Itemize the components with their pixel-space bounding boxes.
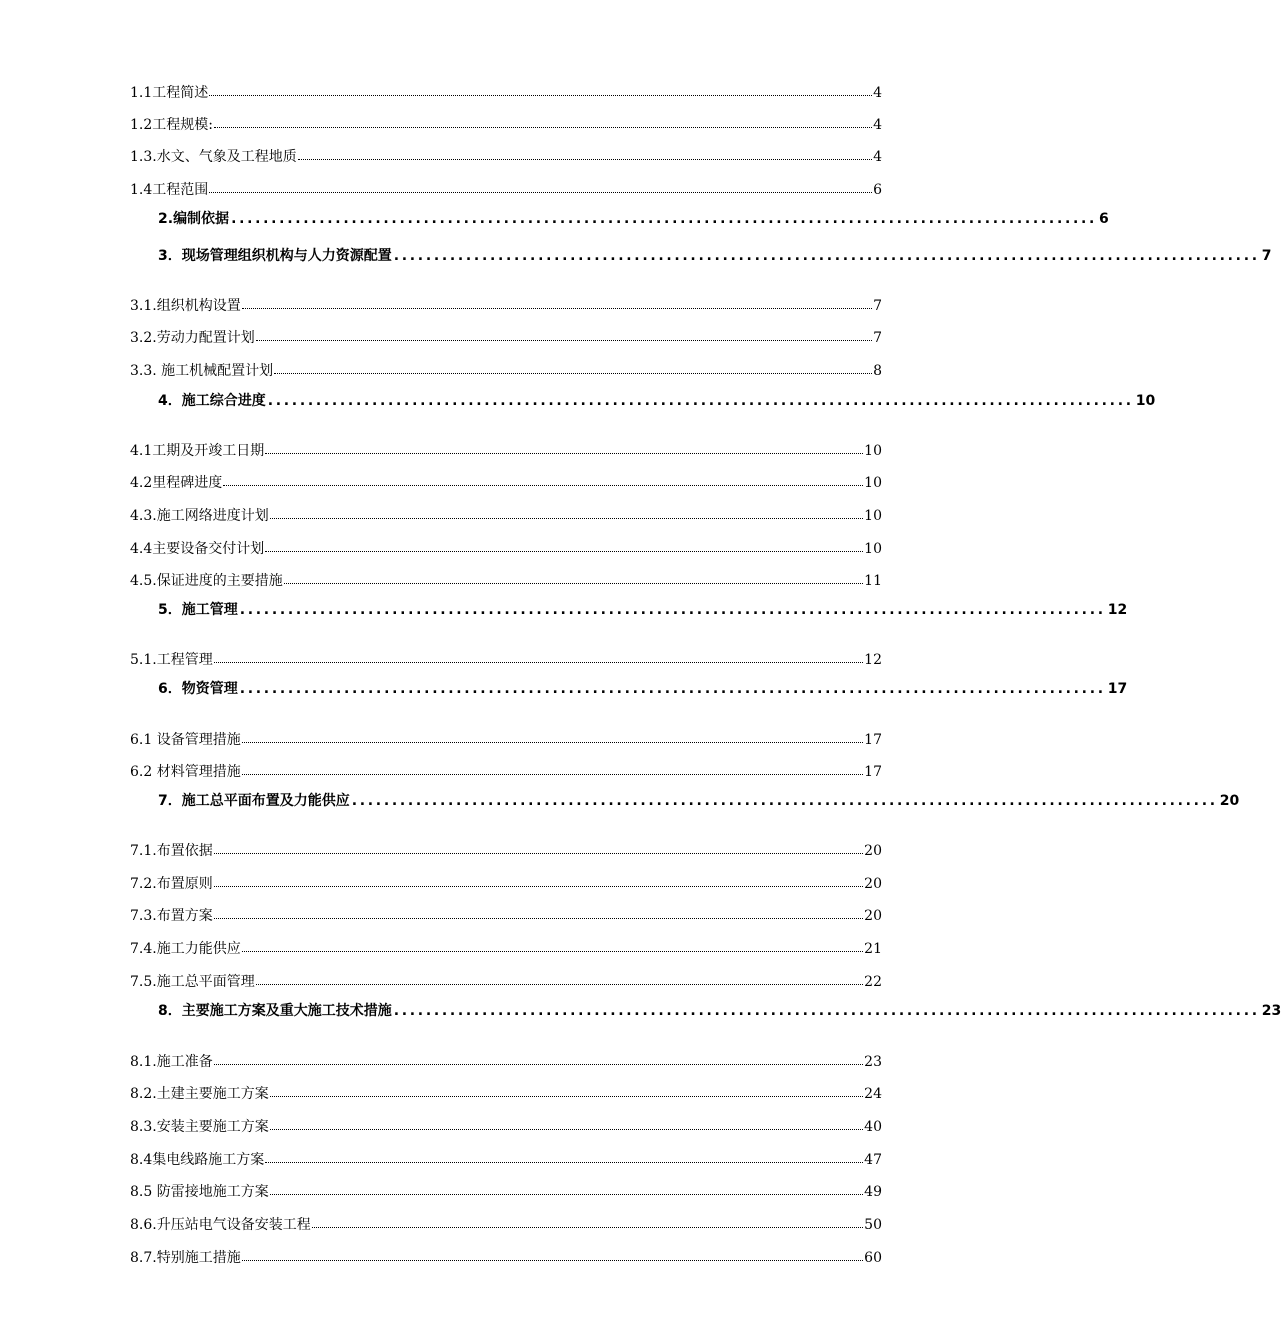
toc-chapter-number: 5． (158, 602, 182, 618)
toc-entry-page: 49 (864, 1184, 882, 1200)
toc-entry-4-2[interactable] (130, 476, 882, 490)
toc-chapter-number: 7． (158, 793, 182, 809)
dot-leader (265, 1161, 863, 1163)
toc-chapter-title: 物资管理 (181, 681, 238, 697)
toc-chapter-page: 23 (1261, 1003, 1281, 1019)
toc-entry-page: 8 (873, 363, 882, 379)
toc-entry-title: 工程简述 (152, 85, 209, 101)
toc-entry-3-1[interactable] (130, 299, 882, 313)
toc-entry-number: 3.2. (130, 330, 157, 346)
toc-entry-8-3[interactable] (130, 1120, 882, 1134)
toc-chapter-7[interactable] (158, 793, 1240, 809)
toc-entry-page: 4 (873, 149, 882, 165)
toc-entry-number: 7.3. (130, 908, 157, 924)
toc-chapter-title: 施工总平面布置及力能供应 (181, 793, 350, 809)
toc-chapter-page: 6 (1099, 211, 1109, 227)
toc-entry-6-2[interactable] (130, 765, 882, 779)
toc-entry-title: 施工网络进度计划 (156, 508, 269, 524)
toc-entry-page: 21 (864, 941, 882, 957)
dot-leader (265, 452, 863, 454)
dot-leader (214, 126, 872, 128)
toc-entry-number: 8.4 (130, 1152, 153, 1168)
toc-entry-4-3[interactable] (130, 509, 882, 523)
toc-entry-number: 6.2 (130, 764, 153, 780)
toc-entry-4-4[interactable] (130, 542, 882, 556)
toc-entry-8-1[interactable] (130, 1055, 882, 1069)
toc-entry-page: 47 (864, 1152, 882, 1168)
toc-entry-1-3[interactable] (130, 150, 882, 164)
dot-leader (214, 885, 863, 887)
toc-entry-number: 4.2 (130, 475, 153, 491)
toc-entry-title: 里程碑进度 (152, 475, 223, 491)
toc-entry-title: 工程范围 (152, 182, 209, 198)
toc-entry-number: 1.1 (130, 85, 153, 101)
toc-entry-page: 7 (873, 330, 882, 346)
toc-entry-page: 6 (873, 182, 882, 198)
toc-entry-page: 60 (864, 1250, 882, 1266)
toc-entry-page: 11 (864, 573, 882, 589)
dot-leader (223, 484, 863, 486)
toc-entry-8-5[interactable] (130, 1185, 882, 1199)
toc-entry-page: 20 (864, 908, 882, 924)
dot-leader (270, 1128, 863, 1130)
toc-entry-number: 8.3. (130, 1119, 157, 1135)
dot-leader: ............................................................................................................ (267, 393, 1134, 409)
toc-chapter-3[interactable] (158, 248, 1272, 264)
toc-entry-page: 10 (864, 508, 882, 524)
toc-entry-page: 20 (864, 876, 882, 892)
toc-chapter-page: 20 (1219, 793, 1240, 809)
toc-entry-page: 10 (864, 443, 882, 459)
toc-entry-title: 布置原则 (156, 876, 213, 892)
toc-entry-4-1[interactable] (130, 444, 882, 458)
toc-entry-8-6[interactable] (130, 1218, 882, 1232)
toc-entry-1-4[interactable] (130, 183, 882, 197)
toc-entry-page: 24 (864, 1086, 882, 1102)
toc-chapter-title: 现场管理组织机构与人力资源配置 (181, 248, 392, 264)
toc-entry-6-1[interactable] (130, 733, 882, 747)
dot-leader (209, 94, 872, 96)
dot-leader (256, 339, 872, 341)
toc-entry-page: 50 (864, 1217, 882, 1233)
toc-entry-number: 8.5 (130, 1184, 153, 1200)
toc-chapter-page: 7 (1261, 248, 1272, 264)
dot-leader (298, 158, 872, 160)
toc-entry-title: 保证进度的主要措施 (156, 573, 283, 589)
toc-chapter-title: 施工管理 (181, 602, 238, 618)
toc-entry-title: 施工机械配置计划 (156, 363, 274, 379)
toc-entry-7-1[interactable] (130, 844, 882, 858)
toc-entry-title: 土建主要施工方案 (156, 1086, 269, 1102)
toc-entry-1-1[interactable] (130, 86, 882, 100)
toc-entry-page: 10 (864, 541, 882, 557)
dot-leader (274, 372, 872, 374)
toc-entry-title: 工期及开竣工日期 (152, 443, 265, 459)
toc-entry-page: 17 (864, 732, 882, 748)
toc-entry-8-7[interactable] (130, 1251, 882, 1265)
toc-entry-7-3[interactable] (130, 909, 882, 923)
toc-entry-title: 升压站电气设备安装工程 (156, 1217, 311, 1233)
toc-entry-title: 工程管理 (156, 652, 213, 668)
dot-leader (312, 1226, 863, 1228)
toc-entry-4-5[interactable] (130, 574, 882, 588)
dot-leader (214, 917, 863, 919)
toc-chapter-2[interactable] (158, 211, 1109, 227)
toc-entry-1-2[interactable] (130, 118, 882, 132)
toc-chapter-number: 2. (158, 211, 174, 227)
toc-entry-title: 布置方案 (156, 908, 213, 924)
toc-entry-number: 1.4 (130, 182, 153, 198)
dot-leader (270, 1193, 863, 1195)
toc-entry-number: 8.1. (130, 1054, 157, 1070)
dot-leader: ............................................................................................................ (351, 793, 1218, 809)
dot-leader (256, 983, 863, 985)
toc-entry-page: 10 (864, 475, 882, 491)
toc-entry-page: 7 (873, 298, 882, 314)
toc-entry-number: 4.4 (130, 541, 153, 557)
toc-entry-title: 劳动力配置计划 (156, 330, 255, 346)
toc-entry-5-1[interactable] (130, 653, 882, 667)
toc-entry-8-2[interactable] (130, 1087, 882, 1101)
dot-leader (214, 1063, 863, 1065)
toc-chapter-page: 17 (1107, 681, 1128, 697)
toc-chapter-number: 4． (158, 393, 182, 409)
toc-chapter-6[interactable] (158, 681, 1128, 697)
dot-leader (214, 661, 863, 663)
toc-chapter-number: 6． (158, 681, 182, 697)
dot-leader (270, 1095, 863, 1097)
toc-entry-title: 安装主要施工方案 (156, 1119, 269, 1135)
toc-entry-title: 水文、气象及工程地质 (156, 149, 297, 165)
toc-chapter-number: 8． (158, 1003, 182, 1019)
toc-entry-title: 集电线路施工方案 (152, 1152, 265, 1168)
toc-chapter-4[interactable] (158, 393, 1156, 409)
toc-chapter-title: 主要施工方案及重大施工技术措施 (181, 1003, 392, 1019)
toc-entry-7-2[interactable] (130, 877, 882, 891)
toc-entry-number: 7.5. (130, 974, 157, 990)
toc-entry-page: 23 (864, 1054, 882, 1070)
toc-chapter-title: 施工综合进度 (181, 393, 266, 409)
toc-entry-page: 17 (864, 764, 882, 780)
toc-entry-page: 40 (864, 1119, 882, 1135)
toc-entry-number: 6.1 (130, 732, 153, 748)
toc-entry-3-2[interactable] (130, 331, 882, 345)
toc-entry-number: 1.3. (130, 149, 157, 165)
dot-leader: ............................................................................................................ (231, 211, 1098, 227)
dot-leader (284, 582, 863, 584)
toc-entry-page: 12 (864, 652, 882, 668)
toc-entry-number: 4.3. (130, 508, 157, 524)
toc-entry-3-3[interactable] (130, 364, 882, 378)
toc-entry-title: 组织机构设置 (156, 298, 241, 314)
dot-leader (242, 741, 863, 743)
toc-entry-title: 布置依据 (156, 843, 213, 859)
dot-leader (265, 550, 863, 552)
toc-entry-number: 8.6. (130, 1217, 157, 1233)
toc-chapter-5[interactable] (158, 602, 1128, 618)
toc-entry-title: 防雷接地施工方案 (152, 1184, 269, 1200)
toc-entry-number: 7.1. (130, 843, 157, 859)
dot-leader (242, 950, 863, 952)
toc-entry-title: 工程规模: (152, 117, 213, 133)
toc-entry-title: 施工力能供应 (156, 941, 241, 957)
toc-entry-title: 特别施工措施 (156, 1250, 241, 1266)
dot-leader: ............................................................................................................ (393, 248, 1260, 264)
toc-entry-page: 22 (864, 974, 882, 990)
toc-entry-8-4[interactable] (130, 1153, 882, 1167)
toc-entry-title: 设备管理措施 (152, 732, 241, 748)
dot-leader: ............................................................................................................ (393, 1003, 1260, 1019)
toc-entry-7-4[interactable] (130, 942, 882, 956)
toc-entry-number: 3.3. (130, 363, 157, 379)
toc-chapter-page: 10 (1135, 393, 1156, 409)
toc-entry-title: 施工总平面管理 (156, 974, 255, 990)
toc-entry-number: 8.7. (130, 1250, 157, 1266)
dot-leader (270, 517, 863, 519)
dot-leader (242, 1259, 863, 1261)
toc-entry-number: 4.5. (130, 573, 157, 589)
toc-entry-page: 20 (864, 843, 882, 859)
dot-leader: ............................................................................................................ (239, 681, 1106, 697)
toc-entry-title: 主要设备交付计划 (152, 541, 265, 557)
toc-chapter-number: 3． (158, 248, 182, 264)
toc-entry-number: 3.1. (130, 298, 157, 314)
toc-entry-number: 7.2. (130, 876, 157, 892)
toc-entry-title: 施工准备 (156, 1054, 213, 1070)
dot-leader (209, 191, 872, 193)
toc-entry-page: 4 (873, 117, 882, 133)
toc-entry-number: 8.2. (130, 1086, 157, 1102)
toc-chapter-8[interactable] (158, 1003, 1281, 1019)
toc-chapter-page: 12 (1107, 602, 1128, 618)
dot-leader: ............................................................................................................ (239, 602, 1106, 618)
dot-leader (242, 307, 872, 309)
toc-entry-title: 材料管理措施 (152, 764, 241, 780)
toc-entry-page: 4 (873, 85, 882, 101)
toc-entry-number: 4.1 (130, 443, 153, 459)
toc-chapter-title: 编制依据 (173, 211, 230, 227)
dot-leader (242, 773, 863, 775)
toc-entry-number: 7.4. (130, 941, 157, 957)
toc-entry-7-5[interactable] (130, 975, 882, 989)
toc-entry-number: 1.2 (130, 117, 153, 133)
dot-leader (214, 852, 863, 854)
toc-entry-number: 5.1. (130, 652, 157, 668)
